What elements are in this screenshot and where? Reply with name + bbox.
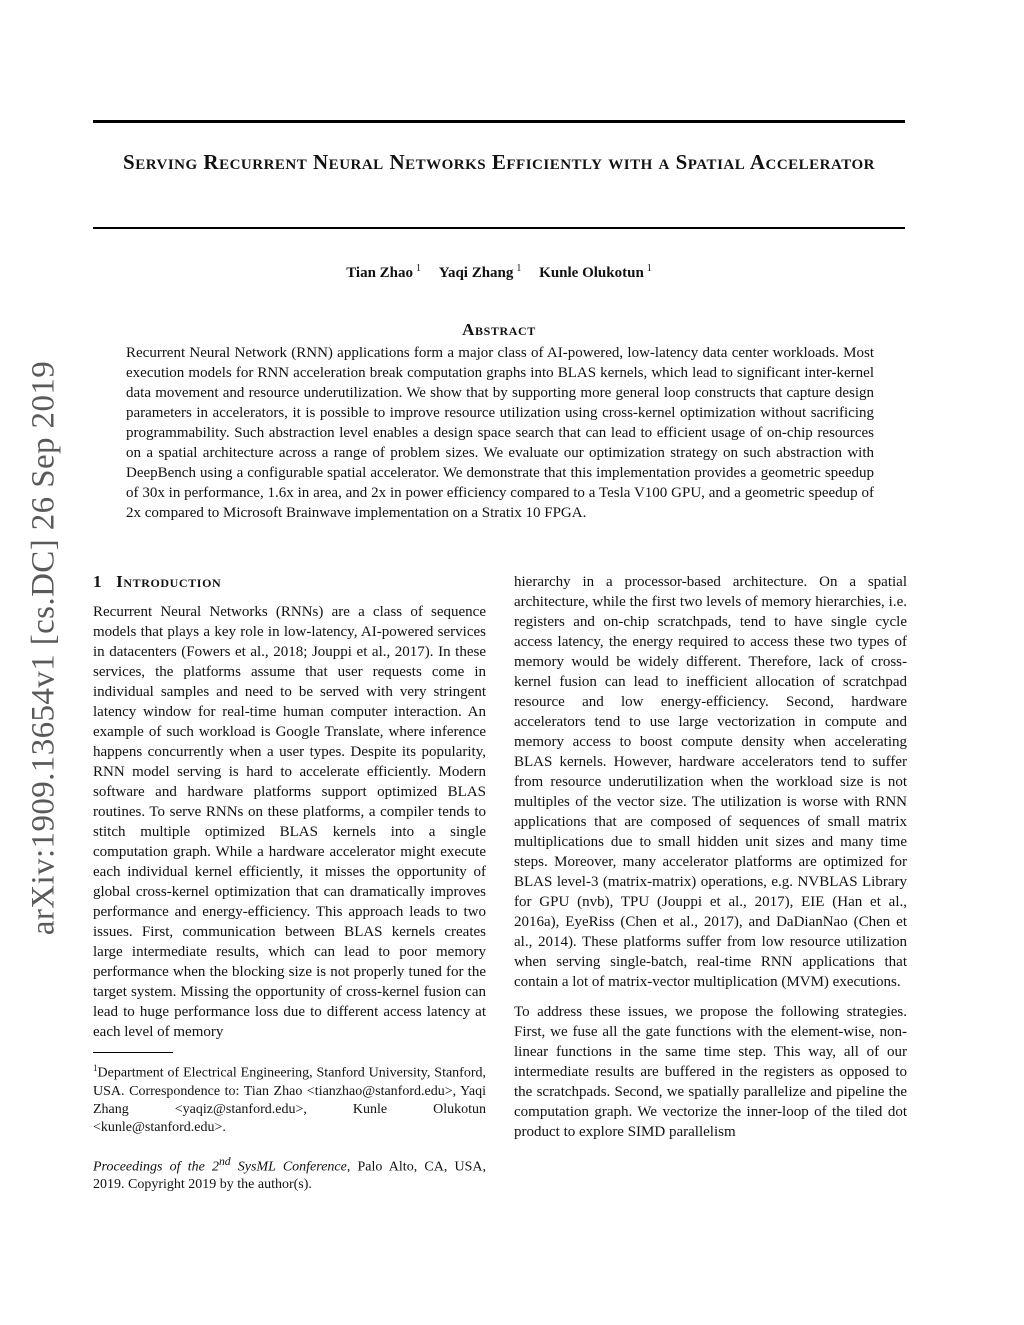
author-3 [539,265,652,281]
author-2-name: Yaqi Zhang [438,265,514,281]
left-column [93,572,486,1194]
author-2 [439,265,522,281]
abstract-text: Recurrent Neural Network (RNN) applications form a major class of AI-powered, low-latency data center workloads. Most execution models for RNN acceleration break computation graphs into BLAS kernels, which lead to significant inter-kernel data movement and resource underutilization. We show that by supporting more general loop constructs that capture design parameters in accelerators, it is possible to improve resource utilization using cross-kernel optimization without sacrificing programmability. Such abstraction level enables a design space search that can lead to efficient usage of on-chip resources on a spatial architecture across a range of problem sizes. We evaluate our optimization strategy on such abstraction with DeepBench using a configurable spatial accelerator. We demonstrate that this implementation provides a geometric speedup of 30x in performance, 1.6x in area, and 2x in power efficiency compared to a Tesla V100 GPU, and a geometric speedup of 2x compared to Microsoft Brainwave implementation on a Stratix 10 FPGA. [126,345,874,521]
arxiv-identifier: arXiv:1909.13654v1 [cs.DC] 26 Sep 2019 [25,360,62,936]
section-title: Introduction [116,572,222,591]
proceedings-ordinal: nd [218,1154,231,1168]
abstract-heading: Abstract [462,320,536,339]
section-number: 1 [93,572,103,591]
title-rule-bottom [93,227,905,229]
proceedings-note [93,1153,486,1195]
paper-title: Serving Recurrent Neural Networks Efficiently with a Spatial Accelerator [123,150,875,174]
proceedings-prefix: Proceedings of the 2 [93,1159,219,1175]
footnote-divider [93,1052,173,1053]
author-2-affiliation: 1 [516,263,522,274]
intro-paragraph-right-2: To address these issues, we propose the following strategies. First, we fuse all the gate functions with the element-wise, non-linear functions in the same time step. This way, all of our intermediate results are buffered in the registers as opposed to the scratchpads. Second, we spatially parallelize and pipeline the computation graph. We vectorize the inner-loop of the tiled dot product to explore SIMD parallelism [514,1004,907,1140]
section-heading [93,572,486,592]
affiliation-footnote [93,1059,486,1137]
author-list [93,263,905,282]
title-rule-top [93,120,905,123]
author-3-affiliation: 1 [646,263,652,274]
proceedings-venue: SysML Conference [237,1159,347,1175]
footnote-text: Department of Electrical Engineering, Stanford University, Stanford, USA. Correspondence to: Tian Zhao <tianzhao@stanford.edu>, Yaqi Zhang <yaqiz@stanford.edu>, Kunle Olukotun <kunle@stanford.edu>. [93,1065,486,1135]
author-1-name: Tian Zhao [346,265,414,281]
author-1 [346,265,421,281]
author-1-affiliation: 1 [416,263,422,274]
intro-paragraph-right-1: hierarchy in a processor-based architecture. On a spatial architecture, while the first two levels of memory hierarchies, i.e. registers and on-chip scratchpads, tend to have single cycle access latency, the energy required to access these two types of memory would be widely different. Therefore, lack of cross-kernel fusion can lead to inefficient allocation of scratchpad resource and low energy-efficiency. Second, hardware accelerators tend to use large vectorization in compute and memory access to boost compute density when accelerating BLAS kernels. However, hardware accelerators tend to suffer from resource underutilization when the workload size is not multiples of the vector size. The utilization is worse with RNN applications that are composed of sequences of small matrix multiplications due to small hidden unit sizes and many time steps. Moreover, many accelerator platforms are optimized for BLAS level-3 (matrix-matrix) operations, e.g. NVBLAS Library for GPU (nvb), TPU (Jouppi et al., 2017), EIE (Han et al., 2016a), EyeRiss (Chen et al., 2017), and DaDianNao (Chen et al., 2014). These platforms suffer from low resource utilization when serving single-batch, real-time RNN applications that contain a lot of matrix-vector multiplication (MVM) executions. [514,574,907,990]
author-3-name: Kunle Olukotun [539,265,644,281]
footnote-mark: 1 [93,1063,98,1073]
proceedings-rest: , Palo Alto, CA, USA, 2019. Copyright 2019 by the author(s). [93,1159,486,1193]
intro-paragraph-left: Recurrent Neural Networks (RNNs) are a class of sequence models that plays a key role in low-latency, AI-powered services in datacenters (Fowers et al., 2018; Jouppi et al., 2017). In these services, the platforms assume that user requests come in individual samples and need to be served with very stringent latency window for real-time human computer interaction. An example of such workload is Google Translate, where inference happens concurrently when a user types. Despite its popularity, RNN model serving is hard to accelerate efficiently. Modern software and hardware platforms support optimized BLAS routines. To serve RNNs on these platforms, a compiler tends to stitch multiple optimized BLAS kernels into a single computation graph. While a hardware accelerator might execute each individual kernel efficiently, it misses the opportunity of global cross-kernel optimization that can dramatically improves performance and energy-efficiency. This approach leads to two issues. First, communication between BLAS kernels creates large intermediate results, which can lead to poor memory performance when the blocking size is not properly tuned for the target system. Missing the opportunity of cross-kernel fusion can lead to huge performance loss due to different access latency at each level of memory [93,604,486,1040]
right-column [514,572,907,1142]
